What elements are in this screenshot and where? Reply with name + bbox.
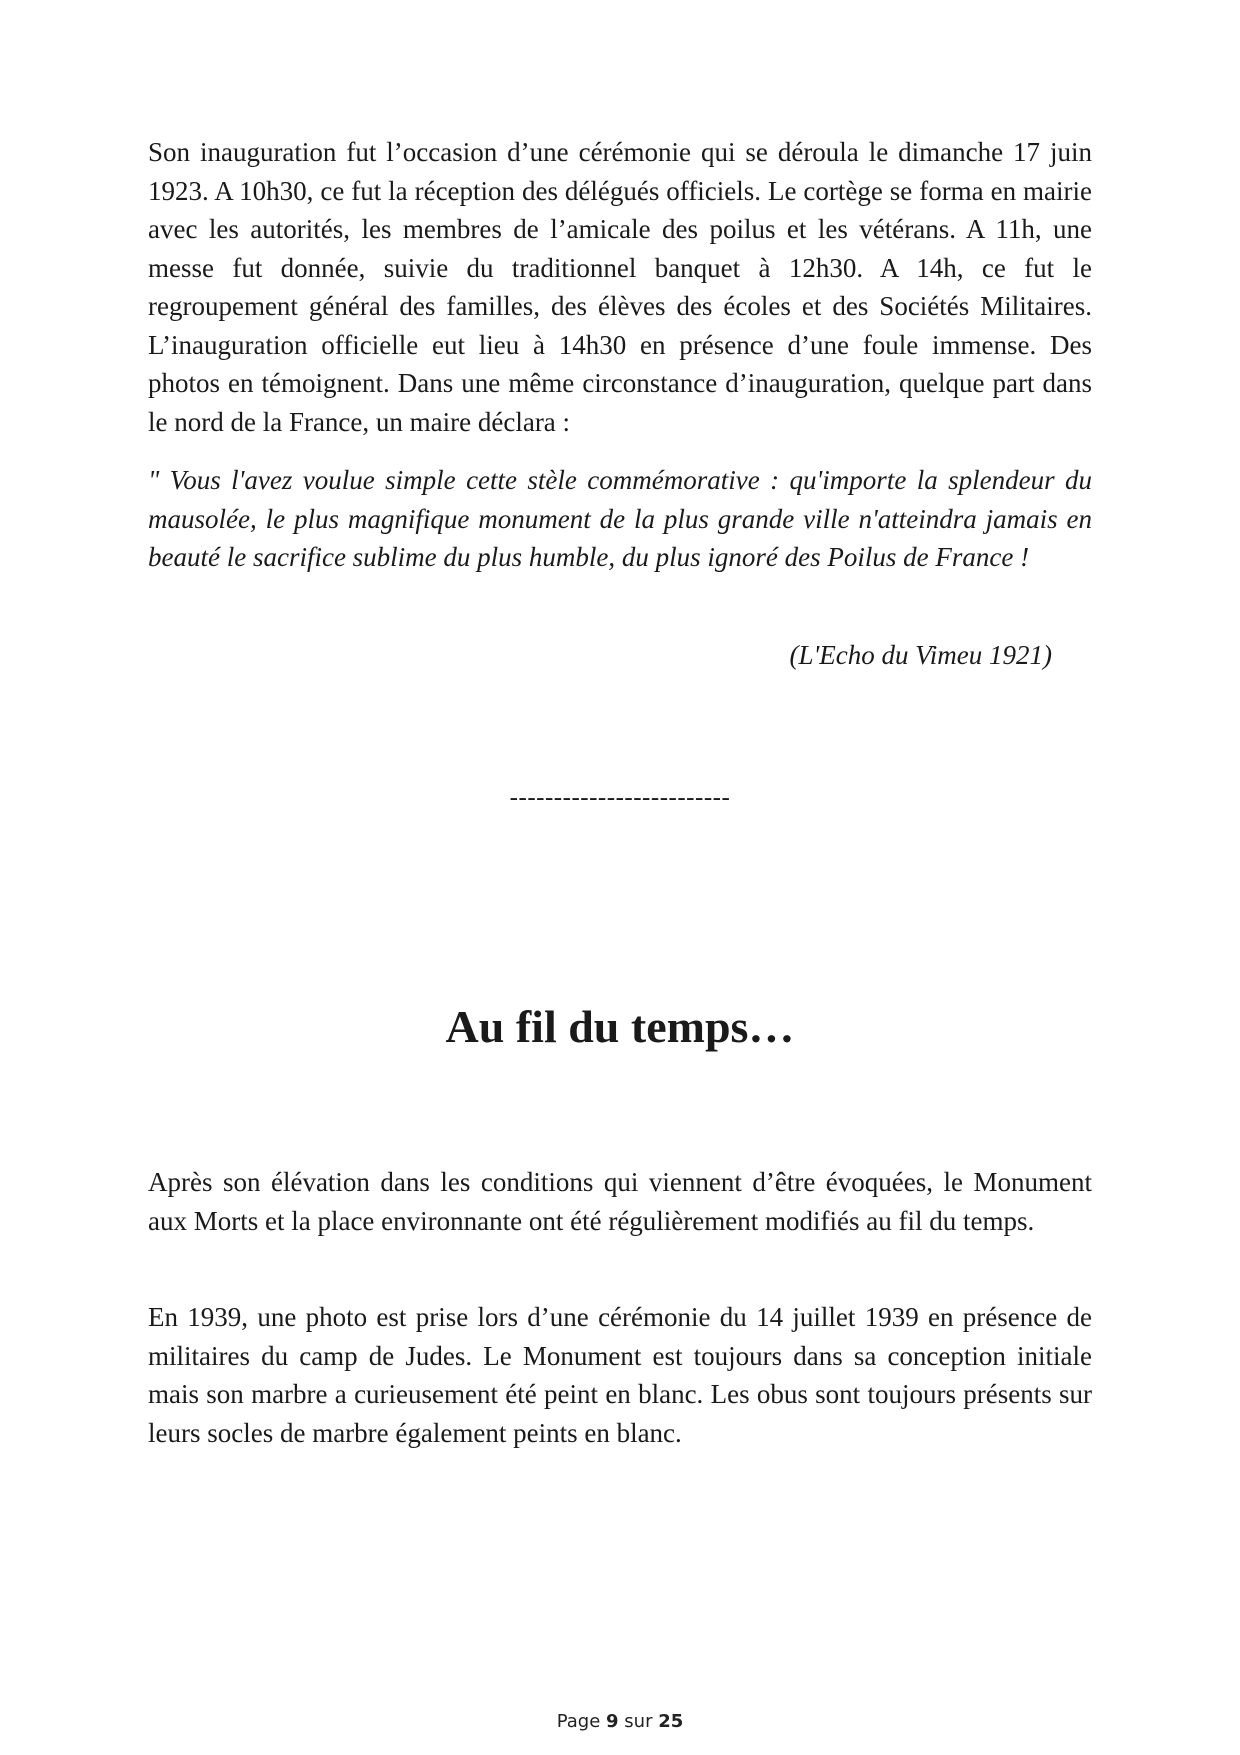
footer-middle: sur: [618, 1711, 659, 1732]
paragraph-photo-1939: En 1939, une photo est prise lors d’une cérémonie du 14 juillet 1939 en présence de militaires du camp de Judes. Le Monument est toujours dans sa conception initiale mais son marbre a curieusement été peint en blanc. Les obus sont toujours présents sur leurs socles de marbre également peints en blanc.: [148, 1302, 1092, 1448]
paragraph-elevation: Après son élévation dans les conditions qui viennent d’être évoquées, le Monument aux Morts et la place environnante ont été régulièrement modifiés au fil du temps.: [148, 1167, 1092, 1236]
footer-page-total: 25: [658, 1711, 684, 1732]
quote-source: (L'Echo du Vimeu 1921): [789, 640, 1052, 670]
paragraph-inauguration: Son inauguration fut l’occasion d’une cérémonie qui se déroula le dimanche 17 juin 1923. A 10h30, ce fut la réception des délégués officiels. Le cortège se forma en mairie avec les autorités, les membres de l’amicale des poilus et les vétérans. A 11h, une messe fut donnée, suivie du traditionnel banquet à 12h30. A 14h, ce fut le regroupement général des familles, des élèves des écoles et des Sociétés Militaires. L’inauguration officielle eut lieu à 14h30 en présence d’une foule immense. Des photos en témoignent. Dans une même circonstance d’inauguration, quelque part dans le nord de la France, un maire déclara :: [148, 137, 1092, 437]
page-footer: [0, 1711, 1240, 1732]
footer-prefix: Page: [556, 1711, 607, 1732]
paragraph-quote: " Vous l'avez voulue simple cette stèle commémorative : qu'importe la splendeur du mausolée, le plus magnifique monument de la plus grande ville n'atteindra jamais en beauté le sacrifice sublime du plus humble, du plus ignoré des Poilus de France !: [148, 465, 1092, 572]
section-heading: Au fil du temps…: [445, 1001, 795, 1052]
section-separator: -------------------------: [509, 784, 731, 811]
footer-page-number: 9: [606, 1711, 619, 1732]
